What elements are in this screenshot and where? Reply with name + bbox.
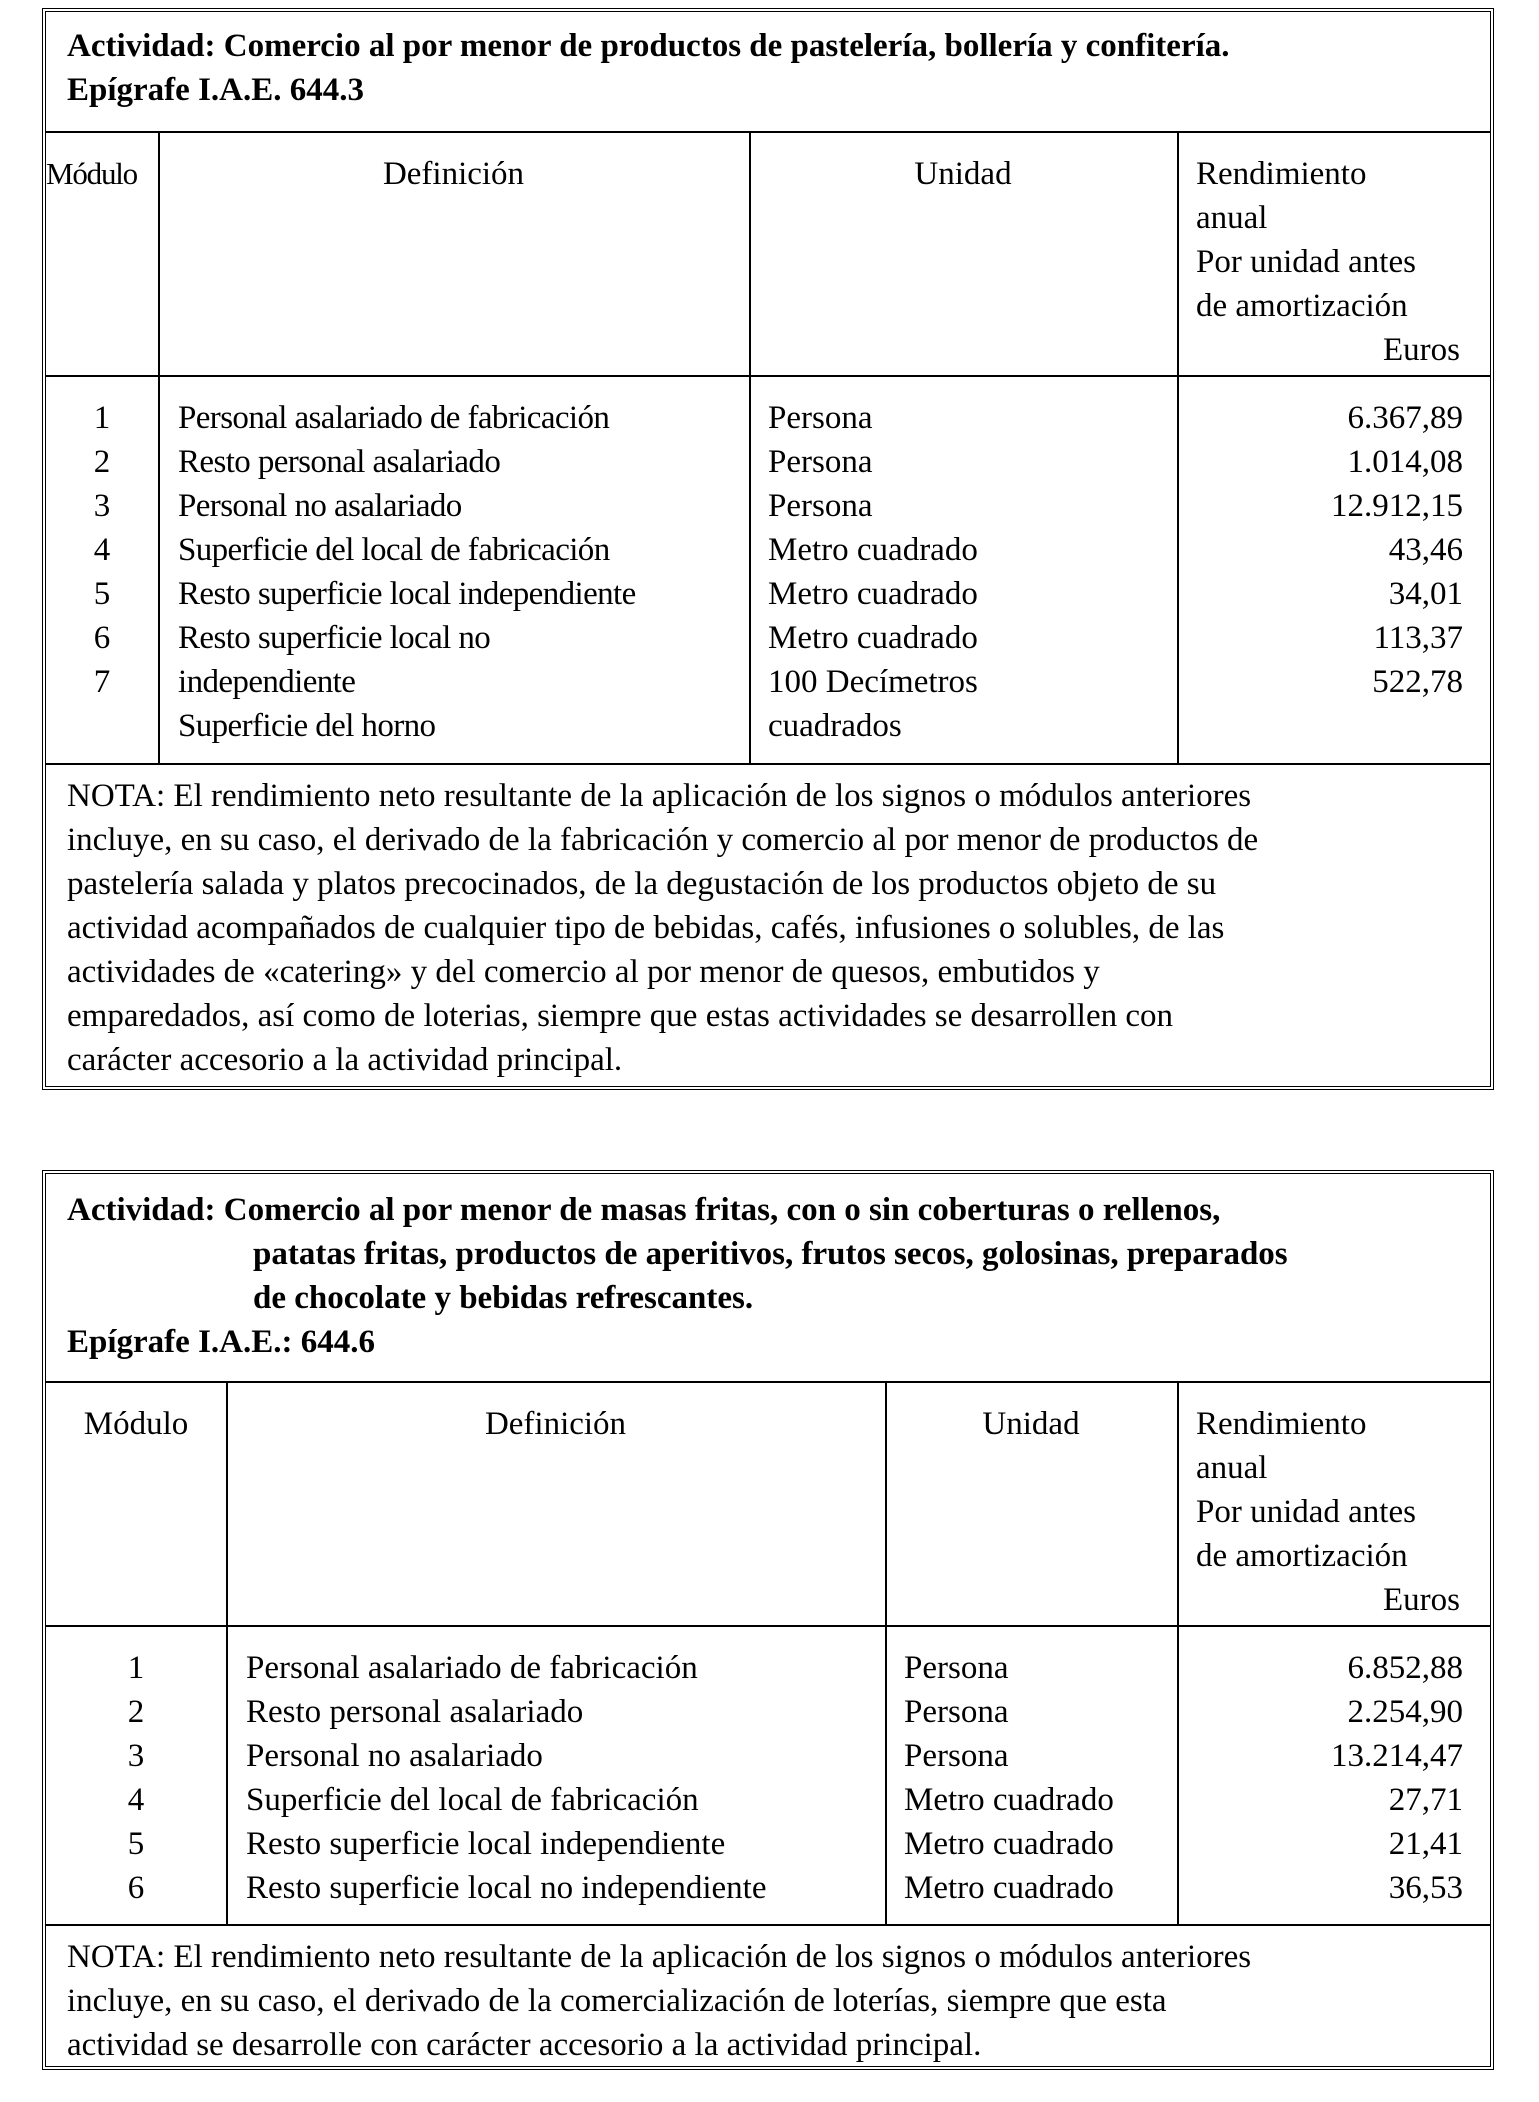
list-item: 6.367,89 — [1347, 400, 1463, 436]
activity-text: de chocolate y bebidas refrescantes. — [253, 1280, 754, 1316]
list-item: 3 — [93, 488, 111, 524]
list-item: Metro cuadrado — [904, 1870, 1114, 1906]
list-item: Metro cuadrado — [904, 1826, 1114, 1862]
table-header-activity — [46, 12, 1490, 133]
list-item: 2 — [93, 444, 111, 480]
activity-label: Actividad: — [67, 28, 216, 64]
header-modulo: Módulo — [46, 156, 137, 191]
list-item: Persona — [768, 400, 873, 436]
header-rendimiento: Rendimiento anual Por unidad antes de amortización Euros — [1196, 156, 1460, 368]
list-item: 5 — [93, 576, 111, 612]
list-item: Superficie del local de fabricación — [178, 532, 610, 568]
list-item: Metro cuadrado — [768, 532, 978, 568]
list-item: 12.912,15 — [1331, 488, 1463, 524]
list-item: Resto personal asalariado — [246, 1694, 584, 1730]
col-divider — [158, 133, 160, 765]
activity-text: patatas fritas, productos de aperitivos, frutos secos, golosinas, preparados — [253, 1236, 1288, 1272]
list-item: 113,37 — [1373, 620, 1463, 656]
header-definicion: Definición — [484, 1406, 627, 1442]
list-item: Personal no asalariado — [178, 488, 462, 524]
col-divider — [885, 1383, 887, 1926]
header-unidad: Unidad — [982, 1406, 1080, 1442]
activity-text: Comercio al por menor de masas fritas, con o sin coberturas o rellenos, — [223, 1192, 1221, 1228]
header-separator — [46, 375, 1490, 377]
col-divider — [226, 1383, 228, 1926]
table-header-activity — [46, 1174, 1490, 1383]
epigrafe: Epígrafe I.A.E. 644.3 — [67, 72, 364, 108]
list-item: independiente — [178, 664, 356, 700]
list-item: 43,46 — [1388, 532, 1463, 568]
column-modulo — [46, 1646, 226, 1910]
list-item: 100 Decímetros — [768, 664, 978, 700]
list-item: Metro cuadrado — [904, 1782, 1114, 1818]
list-item: Resto personal asalariado — [178, 444, 501, 480]
list-item: Persona — [768, 444, 873, 480]
list-item: 13.214,47 — [1331, 1738, 1463, 1774]
list-item: 36,53 — [1388, 1870, 1463, 1906]
list-item: Metro cuadrado — [768, 576, 978, 612]
list-item: 4 — [127, 1782, 145, 1818]
list-item: 1 — [93, 400, 111, 436]
list-item: Superficie del local de fabricación — [246, 1782, 699, 1818]
list-item: 6.852,88 — [1347, 1650, 1463, 1686]
list-item: 34,01 — [1388, 576, 1463, 612]
list-item: cuadrados — [768, 708, 902, 744]
list-item: 5 — [127, 1826, 145, 1862]
list-item: Persona — [904, 1650, 1009, 1686]
header-rendimiento: Rendimiento anual Por unidad antes de amortización Euros — [1196, 1406, 1460, 1618]
list-item: 7 — [93, 664, 111, 700]
list-item: Resto superficie local independiente — [178, 576, 636, 612]
column-definicion — [178, 396, 744, 748]
nota-text: NOTA: El rendimiento neto resultante de la aplicación de los signos o módulos anteriores incluye, en su caso, el derivado de la comercialización de loterías, siempre que esta actividad se desarrolle con carácter accesorio a la actividad principal. — [67, 1939, 1252, 2063]
list-item: Resto superficie local no — [178, 620, 491, 656]
list-item: 522,78 — [1372, 664, 1463, 700]
column-unidad — [904, 1646, 1176, 1910]
list-item: Resto superficie local no independiente — [246, 1870, 767, 1906]
table-pasteleria — [42, 8, 1494, 1090]
column-definicion — [246, 1646, 882, 1910]
list-item: 1 — [127, 1650, 145, 1686]
activity-label: Actividad: — [67, 1192, 216, 1228]
list-item: 6 — [127, 1870, 145, 1906]
table-masas-fritas — [42, 1170, 1494, 2070]
list-item: Persona — [768, 488, 873, 524]
list-item: 21,41 — [1388, 1826, 1463, 1862]
list-item: 2 — [127, 1694, 145, 1730]
body-separator — [46, 763, 1490, 765]
header-modulo: Módulo — [83, 1406, 189, 1442]
column-rendimiento — [1177, 1646, 1463, 1910]
column-rendimiento — [1177, 396, 1463, 704]
list-item: 2.254,90 — [1347, 1694, 1463, 1730]
list-item: Superficie del horno — [178, 708, 436, 744]
list-item: Persona — [904, 1694, 1009, 1730]
list-item: 3 — [127, 1738, 145, 1774]
epigrafe: Epígrafe I.A.E.: 644.6 — [67, 1324, 375, 1360]
list-item: 4 — [93, 532, 111, 568]
list-item: Personal no asalariado — [246, 1738, 543, 1774]
col-divider — [749, 133, 751, 765]
list-item: Metro cuadrado — [768, 620, 978, 656]
column-modulo — [46, 396, 158, 704]
header-unidad: Unidad — [914, 156, 1012, 192]
list-item: 1.014,08 — [1347, 444, 1463, 480]
list-item: Resto superficie local independiente — [246, 1826, 726, 1862]
nota-text: NOTA: El rendimiento neto resultante de la aplicación de los signos o módulos anteriores incluye, en su caso, el derivado de la fabricación y comercio al por menor de productos de pastelería salada y platos precocinados, de la degustación de los productos objeto de su actividad acompañados de cualquier tipo de bebidas, cafés, infusiones o solubles, de las actividades de «catering» y del comercio al por menor de quesos, embutidos y emparedados, así como de loterias, siempre que estas actividades se desarrollen con carácter accesorio a la actividad principal. — [67, 778, 1259, 1078]
header-separator — [46, 1625, 1490, 1627]
list-item: Persona — [904, 1738, 1009, 1774]
list-item: 6 — [93, 620, 111, 656]
list-item: Personal asalariado de fabricación — [178, 400, 610, 436]
list-item: 27,71 — [1388, 1782, 1463, 1818]
body-separator — [46, 1924, 1490, 1926]
activity-text: Comercio al por menor de productos de pastelería, bollería y confitería. — [223, 28, 1230, 64]
list-item: Personal asalariado de fabricación — [246, 1650, 698, 1686]
column-unidad — [768, 396, 1173, 748]
header-definicion: Definición — [382, 156, 525, 192]
